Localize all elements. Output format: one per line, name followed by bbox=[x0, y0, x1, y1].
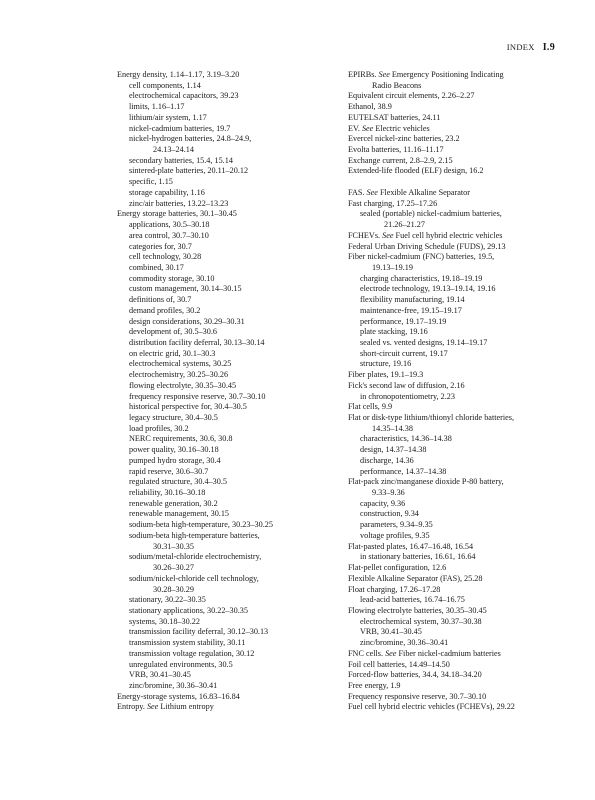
index-subentry: 30.26–30.27 bbox=[153, 563, 194, 573]
index-subentry: sealed (portable) nickel-cadmium batteries, bbox=[360, 209, 502, 219]
index-subentry: zinc/bromine, 30.36–30.41 bbox=[360, 638, 449, 648]
index-main-entry: Fiber nickel-cadmium (FNC) batteries, 19.5, bbox=[348, 252, 495, 262]
index-subentry: specific, 1.15 bbox=[129, 177, 173, 187]
index-subentry: nickel-hydrogen batteries, 24.8–24.9, bbox=[129, 134, 252, 144]
index-subentry: construction, 9.34 bbox=[360, 509, 419, 519]
index-subentry: cell technology, 30.28 bbox=[129, 252, 202, 262]
index-subentry: short-circuit current, 19.17 bbox=[360, 348, 448, 358]
index-subentry: charging characteristics, 19.18–19.19 bbox=[360, 273, 483, 283]
index-subentry: sodium/metal-chloride electrochemistry, bbox=[129, 552, 262, 562]
index-subentry: systems, 30.18–30.22 bbox=[129, 616, 200, 626]
index-subentry: 30.31–30.35 bbox=[153, 541, 194, 551]
index-subentry: pumped hydro storage, 30.4 bbox=[129, 455, 221, 465]
index-subentry: renewable generation, 30.2 bbox=[129, 498, 218, 508]
index-subentry: structure, 19.16 bbox=[360, 359, 412, 369]
index-main-entry: FCHEVs. See Fuel cell hybrid electric vehicles bbox=[348, 230, 503, 240]
index-subentry: storage capability, 1.16 bbox=[129, 187, 205, 197]
index-main-entry: Evolta batteries, 11.16–11.17 bbox=[348, 145, 444, 155]
index-main-entry: Federal Urban Driving Schedule (FUDS), 29.13 bbox=[348, 241, 506, 251]
index-subentry: custom management, 30.14–30.15 bbox=[129, 284, 242, 294]
index-subentry: in stationary batteries, 16.61, 16.64 bbox=[360, 552, 476, 562]
index-main-entry: Energy-storage systems, 16.83–16.84 bbox=[117, 691, 240, 701]
index-subentry: VRB, 30.41–30.45 bbox=[360, 627, 422, 637]
index-subentry: regulated structure, 30.4–30.5 bbox=[129, 477, 227, 487]
index-gap bbox=[348, 177, 568, 188]
index-subentry: categories for, 30.7 bbox=[129, 241, 192, 251]
index-subentry: power quality, 30.16–30.18 bbox=[129, 445, 219, 455]
index-main-entry: Flexible Alkaline Separator (FAS), 25.28 bbox=[348, 573, 483, 583]
index-main-entry: Entropy. See Lithium entropy bbox=[117, 702, 214, 712]
index-subentry: commodity storage, 30.10 bbox=[129, 273, 215, 283]
running-head-label: INDEX bbox=[506, 42, 535, 52]
index-main-entry: Exchange current, 2.8–2.9, 2.15 bbox=[348, 155, 453, 165]
index-subentry: design considerations, 30.29–30.31 bbox=[129, 316, 245, 326]
index-subentry: electrochemical capacitors, 39.23 bbox=[129, 91, 239, 101]
index-subentry: sodium-beta high-temperature, 30.23–30.25 bbox=[129, 520, 273, 530]
index-subentry: reliability, 30.16–30.18 bbox=[129, 488, 206, 498]
index-subentry: performance, 19.17–19.19 bbox=[360, 316, 447, 326]
index-subentry: 24.13–24.14 bbox=[153, 145, 194, 155]
index-subentry: sodium/nickel-chloride cell technology, bbox=[129, 573, 259, 583]
index-subentry: historical perspective for, 30.4–30.5 bbox=[129, 402, 247, 412]
index-main-entry: Extended-life flooded (ELF) design, 16.2 bbox=[348, 166, 484, 176]
index-subentry: demand profiles, 30.2 bbox=[129, 305, 201, 315]
index-subentry: load profiles, 30.2 bbox=[129, 423, 189, 433]
index-main-entry: Flat cells, 9.9 bbox=[348, 402, 393, 412]
index-subentry: distribution facility deferral, 30.13–30.14 bbox=[129, 337, 265, 347]
index-column-right bbox=[348, 70, 568, 713]
index-subentry: characteristics, 14.36–14.38 bbox=[360, 434, 452, 444]
index-subentry: flowing electrolyte, 30.35–30.45 bbox=[129, 380, 237, 390]
index-subentry: area control, 30.7–30.10 bbox=[129, 230, 209, 240]
index-subentry: parameters, 9.34–9.35 bbox=[360, 520, 433, 530]
index-subentry: discharge, 14.36 bbox=[360, 455, 414, 465]
index-subentry: 30.28–30.29 bbox=[153, 584, 194, 594]
index-subentry: maintenance-free, 19.15–19.17 bbox=[360, 305, 462, 315]
index-main-entry: EUTELSAT batteries, 24.11 bbox=[348, 112, 441, 122]
index-main-entry: Float charging, 17.26–17.28 bbox=[348, 584, 441, 594]
index-subentry: zinc/air batteries, 13.22–13.23 bbox=[129, 198, 229, 208]
index-subentry: development of, 30.5–30.6 bbox=[129, 327, 217, 337]
index-subentry: design, 14.37–14.38 bbox=[360, 445, 427, 455]
index-main-entry: Flat or disk-type lithium/thionyl chloride batteries, bbox=[348, 413, 514, 422]
index-main-entry: FNC cells. See Fiber nickel-cadmium batteries bbox=[348, 648, 501, 658]
index-main-entry: Frequency responsive reserve, 30.7–30.10 bbox=[348, 691, 487, 701]
index-main-entry: EPIRBs. See Emergency Positioning Indicating bbox=[348, 70, 504, 79]
index-main-entry: Flat-pack zinc/manganese dioxide P-80 battery, bbox=[348, 477, 504, 487]
index-subentry: renewable management, 30.15 bbox=[129, 509, 230, 519]
index-main-entry: Flat-pasted plates, 16.47–16.48, 16.54 bbox=[348, 541, 474, 551]
index-subentry: stationary applications, 30.22–30.35 bbox=[129, 605, 248, 615]
index-subentry: electrochemical system, 30.37–30.38 bbox=[360, 616, 482, 626]
index-subentry: unregulated environments, 30.5 bbox=[129, 659, 233, 669]
index-subentry: 9.33–9.36 bbox=[372, 488, 405, 498]
index-subentry: frequency responsive reserve, 30.7–30.10 bbox=[129, 391, 266, 401]
index-subentry: transmission facility deferral, 30.12–30.13 bbox=[129, 627, 269, 637]
index-subentry: performance, 14.37–14.38 bbox=[360, 466, 447, 476]
index-subentry: electrochemistry, 30.25–30.26 bbox=[129, 370, 229, 380]
index-subentry: lead-acid batteries, 16.74–16.75 bbox=[360, 595, 465, 605]
index-subentry: electrode technology, 19.13–19.14, 19.16 bbox=[360, 284, 496, 294]
index-main-entry: Energy density, 1.14–1.17, 3.19–3.20 bbox=[117, 70, 240, 79]
index-subentry: Radio Beacons bbox=[372, 80, 422, 90]
index-subentry: definitions of, 30.7 bbox=[129, 295, 192, 305]
index-subentry: combined, 30.17 bbox=[129, 262, 184, 272]
index-subentry: on electric grid, 30.1–30.3 bbox=[129, 348, 216, 358]
index-subentry: limits, 1.16–1.17 bbox=[129, 102, 185, 112]
index-subentry: stationary, 30.22–30.35 bbox=[129, 595, 206, 605]
index-subentry: transmission voltage regulation, 30.12 bbox=[129, 648, 255, 658]
index-main-entry: Flat-pellet configuration, 12.6 bbox=[348, 563, 447, 573]
index-subentry: applications, 30.5–30.18 bbox=[129, 220, 210, 230]
index-subentry: secondary batteries, 15.4, 15.14 bbox=[129, 155, 233, 165]
index-subentry: sintered-plate batteries, 20.11–20.12 bbox=[129, 166, 249, 176]
index-main-entry: Fast charging, 17.25–17.26 bbox=[348, 198, 438, 208]
index-subentry: zinc/bromine, 30.36–30.41 bbox=[129, 680, 218, 690]
index-main-entry: Fuel cell hybrid electric vehicles (FCHEVs), 29.22 bbox=[348, 702, 515, 712]
index-subentry: rapid reserve, 30.6–30.7 bbox=[129, 466, 209, 476]
index-subentry: plate stacking, 19.16 bbox=[360, 327, 428, 337]
index-main-entry: Forced-flow batteries, 34.4, 34.18–34.20 bbox=[348, 670, 482, 680]
index-main-entry: Flowing electrolyte batteries, 30.35–30.45 bbox=[348, 605, 487, 615]
index-subentry: legacy structure, 30.4–30.5 bbox=[129, 413, 218, 422]
index-subentry: electrochemical systems, 30.25 bbox=[129, 359, 232, 369]
index-main-entry: Fiber plates, 19.1–19.3 bbox=[348, 370, 424, 380]
index-subentry: sodium-beta high-temperature batteries, bbox=[129, 530, 260, 540]
index-main-entry: Equivalent circuit elements, 2.26–2.27 bbox=[348, 91, 475, 101]
index-subentry: 14.35–14.38 bbox=[372, 423, 413, 433]
index-main-entry: Free energy, 1.9 bbox=[348, 680, 401, 690]
index-subentry: voltage profiles, 9.35 bbox=[360, 530, 430, 540]
index-subentry: flexibility manufacturing, 19.14 bbox=[360, 295, 465, 305]
page-number: I.9 bbox=[542, 42, 555, 53]
index-main-entry: Foil cell batteries, 14.49–14.50 bbox=[348, 659, 450, 669]
index-subentry: NERC requirements, 30.6, 30.8 bbox=[129, 434, 233, 444]
index-main-entry: EV. See Electric vehicles bbox=[348, 123, 430, 133]
index-subentry: sealed vs. vented designs, 19.14–19.17 bbox=[360, 337, 488, 347]
index-main-entry: Evercel nickel-zinc batteries, 23.2 bbox=[348, 134, 460, 144]
index-subentry: 19.13–19.19 bbox=[372, 262, 413, 272]
index-subentry: nickel-cadmium batteries, 19.7 bbox=[129, 123, 231, 133]
index-subentry: lithium/air system, 1.17 bbox=[129, 112, 207, 122]
index-subentry: transmission system stability, 30.11 bbox=[129, 638, 246, 648]
index-main-entry: Ethanol, 38.9 bbox=[348, 102, 392, 112]
index-main-entry: Fick's second law of diffusion, 2.16 bbox=[348, 380, 465, 390]
index-column-left bbox=[117, 70, 337, 713]
index-main-entry: Energy storage batteries, 30.1–30.45 bbox=[117, 209, 237, 219]
index-subentry: VRB, 30.41–30.45 bbox=[129, 670, 191, 680]
index-subentry: capacity, 9.36 bbox=[360, 498, 406, 508]
index-subentry: in chronopotentiometry, 2.23 bbox=[360, 391, 455, 401]
index-subentry: 21.26–21.27 bbox=[384, 220, 425, 230]
running-head bbox=[507, 42, 555, 53]
index-subentry: cell components, 1.14 bbox=[129, 80, 201, 90]
index-main-entry: FAS. See Flexible Alkaline Separator bbox=[348, 187, 470, 197]
